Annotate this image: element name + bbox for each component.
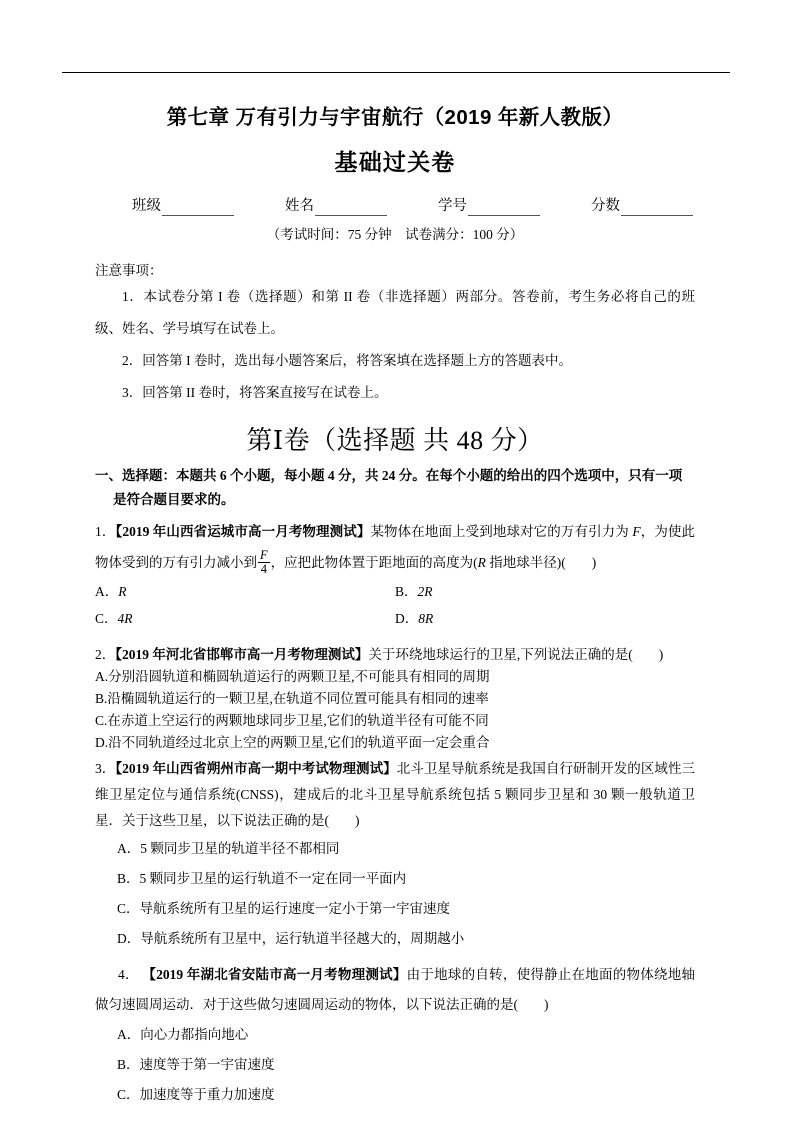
question-text: 关于环绕地球运行的卫星,下列说法正确的是( — [368, 647, 633, 662]
question-4 — [95, 960, 695, 1110]
document-body — [95, 95, 695, 1110]
option-a[interactable] — [95, 666, 695, 688]
info-blank-name[interactable] — [315, 201, 387, 216]
option-b[interactable] — [95, 688, 695, 710]
part-intro-body: 本题共 6 个小题，每小题 4 分，共 24 分。在每个小题的给出的四个选项中，只有一项 — [176, 468, 683, 483]
option-b[interactable] — [95, 1050, 695, 1080]
section-heading: 第Ⅰ卷（选择题 共 48 分） — [246, 426, 544, 455]
option-tag: A． — [117, 841, 141, 856]
option-text: 5 颗同步卫星的运行轨道不一定在同一平面内 — [139, 871, 407, 886]
question-number: 1． — [95, 524, 116, 539]
option-c[interactable] — [95, 710, 695, 732]
question-1 — [95, 516, 695, 632]
option-d[interactable] — [95, 732, 695, 754]
option-text: 4R — [117, 611, 133, 626]
info-label-student-id: 学号 — [438, 198, 467, 214]
question-stem — [95, 516, 695, 578]
paren-close: ) — [355, 813, 360, 828]
option-tag: D． — [395, 611, 419, 626]
fraction-denominator: 4 — [260, 561, 267, 576]
question-text: 北斗卫星导航系统是我国自行研制开发的区域性三维卫星定位与通信系统(CNSS)，建成后的北斗卫星导航系统包括 5 颗同步卫星和 30 颗一般轨道卫星．关于这些卫星，以下说法正确的是( — [95, 761, 696, 828]
option-b[interactable] — [95, 864, 695, 894]
option-text: 在赤道上空运行的两颗地球同步卫星,它们的轨道半径有可能不同 — [107, 713, 489, 728]
option-text: R — [118, 584, 127, 599]
question-source: 【2019 年河北省邯郸市高一月考物理测试】 — [115, 647, 369, 662]
exam-meta: （考试时间：75 分钟 试卷满分：100 分） — [266, 227, 524, 242]
option-tag: C. — [95, 713, 108, 728]
question-text: 某物体在地面上受到地球对它的万有引力为 — [370, 524, 629, 539]
option-tag: A． — [95, 584, 119, 599]
question-source: 【2019 年山西省运城市高一月考物理测试】 — [115, 524, 371, 539]
options-list — [95, 666, 695, 754]
option-tag: B. — [95, 691, 108, 706]
paren-close: ) — [544, 997, 549, 1012]
option-text: 分别沿圆轨道和椭圆轨道运行的两颗卫星,不可能具有相同的周期 — [108, 669, 490, 684]
option-tag: B． — [395, 584, 418, 599]
question-text-3: ，应把此物体置于距地面的高度为( — [270, 555, 478, 570]
option-tag: D. — [95, 735, 109, 750]
question-3 — [95, 756, 695, 954]
question-stem — [95, 960, 695, 1020]
option-tag: C． — [117, 1087, 140, 1102]
option-text: 速度等于第一宇宙速度 — [139, 1057, 275, 1072]
question-number: 2． — [95, 647, 116, 662]
info-blank-class[interactable] — [162, 201, 234, 216]
question-source: 【2019 年山西省朔州市高一期中考试物理测试】 — [115, 761, 397, 776]
option-tag: A． — [117, 1027, 141, 1042]
info-label-score: 分数 — [591, 198, 620, 214]
info-field-class[interactable] — [132, 196, 234, 216]
option-a[interactable] — [95, 578, 395, 605]
option-a[interactable] — [95, 1020, 695, 1050]
part-intro-continuation: 是符合题目要求的。 — [113, 492, 235, 507]
option-c[interactable] — [95, 605, 395, 632]
option-tag: D． — [117, 931, 141, 946]
option-d[interactable] — [95, 924, 695, 954]
option-tag: B． — [117, 871, 140, 886]
fraction-numerator: F — [260, 547, 268, 562]
fraction-F-over-4 — [258, 549, 270, 576]
question-stem — [95, 756, 695, 834]
question-text-4: 指地球半径)( — [485, 555, 566, 570]
info-blank-student-id[interactable] — [468, 201, 540, 216]
symbol-R: R — [477, 555, 486, 570]
question-source: 【2019 年湖北省安陆市高一月考物理测试】 — [142, 967, 407, 982]
info-field-student-id[interactable] — [438, 196, 540, 216]
symbol-F: F — [632, 524, 641, 539]
notice-item: 1．本试卷分第 I 卷（选择题）和第 II 卷（非选择题）两部分。答卷前，考生务必将自己的班级、姓名、学号填写在试卷上。 — [95, 289, 695, 336]
notice-item: 3．回答第 II 卷时，将答案直接写在试卷上。 — [122, 385, 388, 400]
document-title: 第七章 万有引力与宇宙航行（2019 年新人教版） — [166, 106, 624, 129]
info-label-class: 班级 — [132, 198, 161, 214]
option-tag: C． — [117, 901, 140, 916]
question-2 — [95, 644, 695, 754]
option-text: 导航系统所有卫星的运行速度一定小于第一宇宙速度 — [139, 901, 451, 916]
option-text: 导航系统所有卫星中，运行轨道半径越大的，周期越小 — [140, 931, 465, 946]
question-text: 由于地球的自转，使得静止在地面的物体绕地轴做匀速圆周运动．对于这些做匀速圆周运动的物体，以下说法正确的是( — [95, 967, 696, 1012]
option-a[interactable] — [95, 834, 695, 864]
student-info-row — [95, 196, 695, 216]
options-list — [95, 834, 695, 954]
info-blank-score[interactable] — [621, 201, 693, 216]
option-tag: A. — [95, 669, 109, 684]
part-intro-lead: 一、选择题： — [95, 468, 176, 483]
paren-close: ) — [591, 555, 597, 570]
question-text-2: ，为使此物体受到的万有引力减小到 — [95, 524, 696, 570]
info-field-name[interactable] — [285, 196, 387, 216]
notices-heading: 注意事项： — [95, 263, 163, 278]
option-text: 8R — [418, 611, 434, 626]
question-stem — [95, 644, 695, 666]
option-text: 2R — [417, 584, 433, 599]
info-field-score[interactable] — [591, 196, 693, 216]
part-intro — [95, 464, 695, 512]
options-list — [95, 1020, 695, 1110]
question-number: 4． — [118, 967, 139, 982]
question-number: 3． — [95, 761, 116, 776]
paren-close: ) — [658, 647, 664, 662]
option-text: 沿椭圆轨道运行的一颗卫星,在轨道不同位置可能具有相同的速率 — [107, 691, 489, 706]
option-tag: C． — [95, 611, 118, 626]
options-grid — [95, 578, 695, 632]
document-subtitle: 基础过关卷 — [334, 149, 456, 175]
option-c[interactable] — [95, 894, 695, 924]
option-text: 沿不同轨道经过北京上空的两颗卫星,它们的轨道平面一定会重合 — [108, 735, 490, 750]
option-text: 5 颗同步卫星的轨道半径不都相同 — [140, 841, 340, 856]
option-text: 向心力都指向地心 — [140, 1027, 249, 1042]
option-text: 加速度等于重力加速度 — [139, 1087, 275, 1102]
option-b[interactable] — [395, 578, 695, 605]
header-rule — [62, 72, 730, 73]
notice-item: 2．回答第 I 卷时，选出每小题答案后，将答案填在选择题上方的答题表中。 — [122, 353, 572, 368]
option-tag: B． — [117, 1057, 140, 1072]
option-c[interactable] — [95, 1080, 695, 1110]
option-d[interactable] — [395, 605, 695, 632]
info-label-name: 姓名 — [285, 198, 314, 214]
